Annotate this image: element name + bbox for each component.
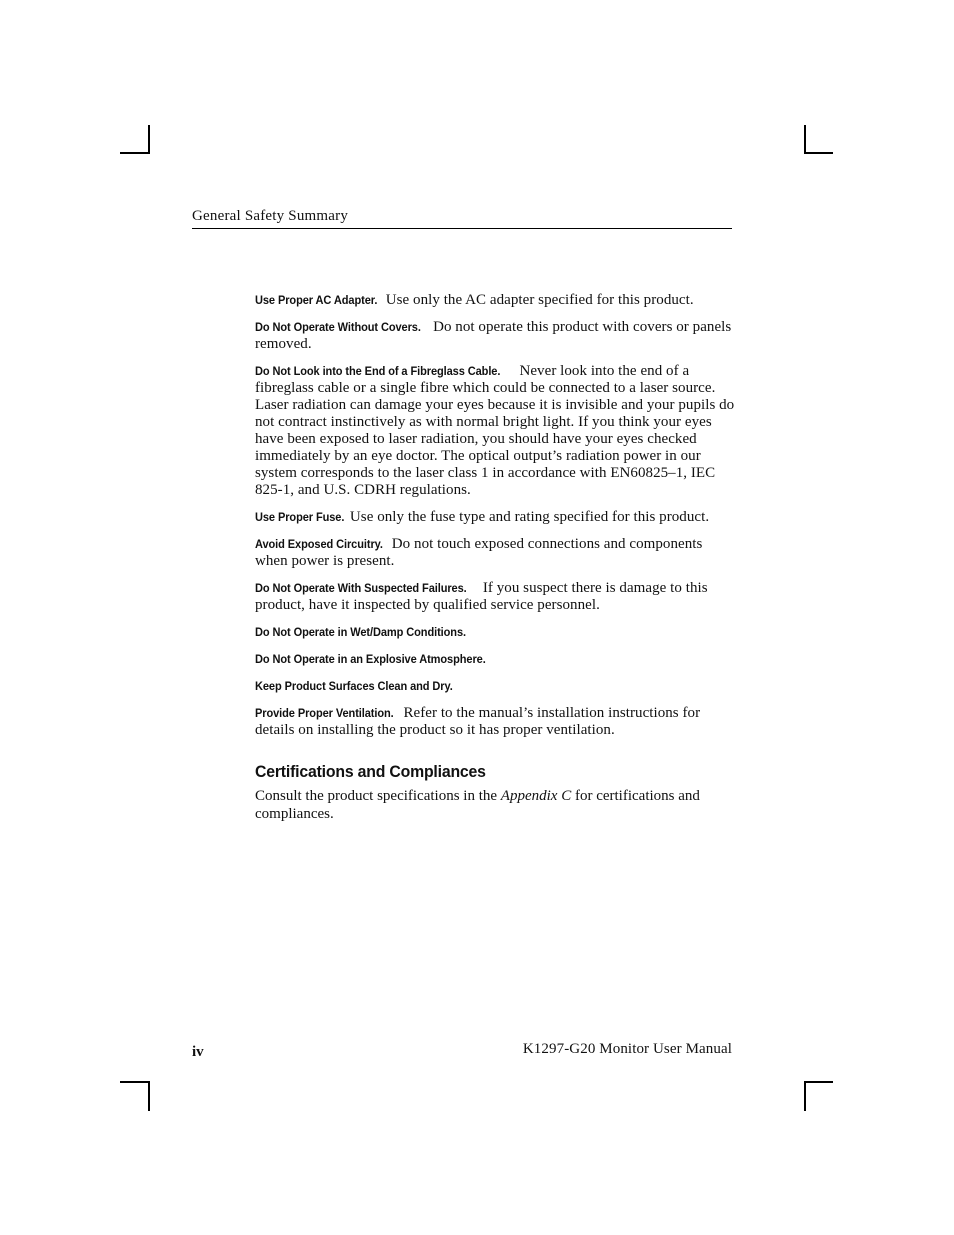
safety-item-lead: Do Not Operate in an Explosive Atmosphere.	[255, 652, 486, 666]
safety-item	[255, 319, 735, 353]
page-number: iv	[192, 1044, 204, 1060]
safety-item-text: Use only the fuse type and rating specified for this product.	[349, 509, 710, 525]
safety-item-lead: Do Not Operate in Wet/Damp Conditions.	[255, 625, 466, 639]
safety-item-lead: Use Proper AC Adapter.	[255, 293, 378, 307]
safety-item	[255, 678, 735, 695]
safety-item-text: Use only the AC adapter specified for this product.	[385, 292, 694, 308]
crop-mark-top-left-horizontal	[120, 152, 150, 154]
safety-item	[255, 509, 735, 526]
safety-item	[255, 651, 735, 668]
certifications-text-before: Consult the product specifications in the	[255, 788, 501, 804]
safety-item-text: Do not operate this product with covers or panels removed.	[255, 319, 732, 352]
appendix-reference: Appendix C	[500, 788, 572, 804]
safety-item	[255, 363, 735, 499]
crop-mark-bottom-left-horizontal	[120, 1081, 150, 1083]
certifications-heading: Certifications and Compliances	[255, 762, 486, 781]
crop-mark-top-right-horizontal	[804, 152, 833, 154]
crop-mark-top-left-vertical	[148, 125, 150, 154]
safety-item-lead: Avoid Exposed Circuitry.	[255, 537, 383, 551]
safety-item-text: If you suspect there is damage to this product, have it inspected by qualified service personnel.	[255, 580, 708, 613]
safety-summary-body	[255, 292, 735, 823]
safety-item-lead: Keep Product Surfaces Clean and Dry.	[255, 679, 453, 693]
safety-item-lead: Use Proper Fuse.	[255, 510, 345, 524]
header-rule	[192, 228, 732, 229]
safety-item	[255, 292, 735, 309]
running-head: General Safety Summary	[192, 208, 349, 224]
safety-item	[255, 624, 735, 641]
crop-mark-bottom-left-vertical	[148, 1081, 150, 1111]
safety-item	[255, 580, 735, 614]
safety-item-text: Do not touch exposed connections and components when power is present.	[255, 536, 703, 569]
safety-item-lead: Do Not Operate Without Covers.	[255, 320, 421, 334]
safety-item-lead: Do Not Operate With Suspected Failures.	[255, 581, 467, 595]
certifications-paragraph	[255, 787, 735, 823]
crop-mark-bottom-right-vertical	[804, 1081, 806, 1111]
safety-item-lead: Do Not Look into the End of a Fibreglass Cable.	[255, 364, 501, 378]
crop-mark-top-right-vertical	[804, 125, 806, 154]
crop-mark-bottom-right-horizontal	[804, 1081, 833, 1083]
safety-item-lead: Provide Proper Ventilation.	[255, 706, 394, 720]
safety-item-text: Never look into the end of a fibreglass cable or a single fibre which could be connected to a laser source. Laser radiation can damage your eyes because it is invisible and your pupils do not contract instinctively as with normal bright light. If you think your eyes have been exposed to laser radiation, you should have your eyes checked immediately by an eye doctor. The optical output’s radiation power in our system corresponds to the laser class 1 in accordance with EN60825–1, IEC 825-1, and U.S. CDRH regulations.	[255, 363, 735, 498]
manual-title: K1297-G20 Monitor User Manual	[522, 1041, 732, 1057]
safety-item	[255, 536, 735, 570]
safety-item-text: Refer to the manual’s installation instructions for details on installing the product so it has proper ventilation.	[255, 705, 701, 738]
safety-item	[255, 705, 735, 739]
certifications-text-after: for certifications and compliances.	[255, 788, 700, 822]
